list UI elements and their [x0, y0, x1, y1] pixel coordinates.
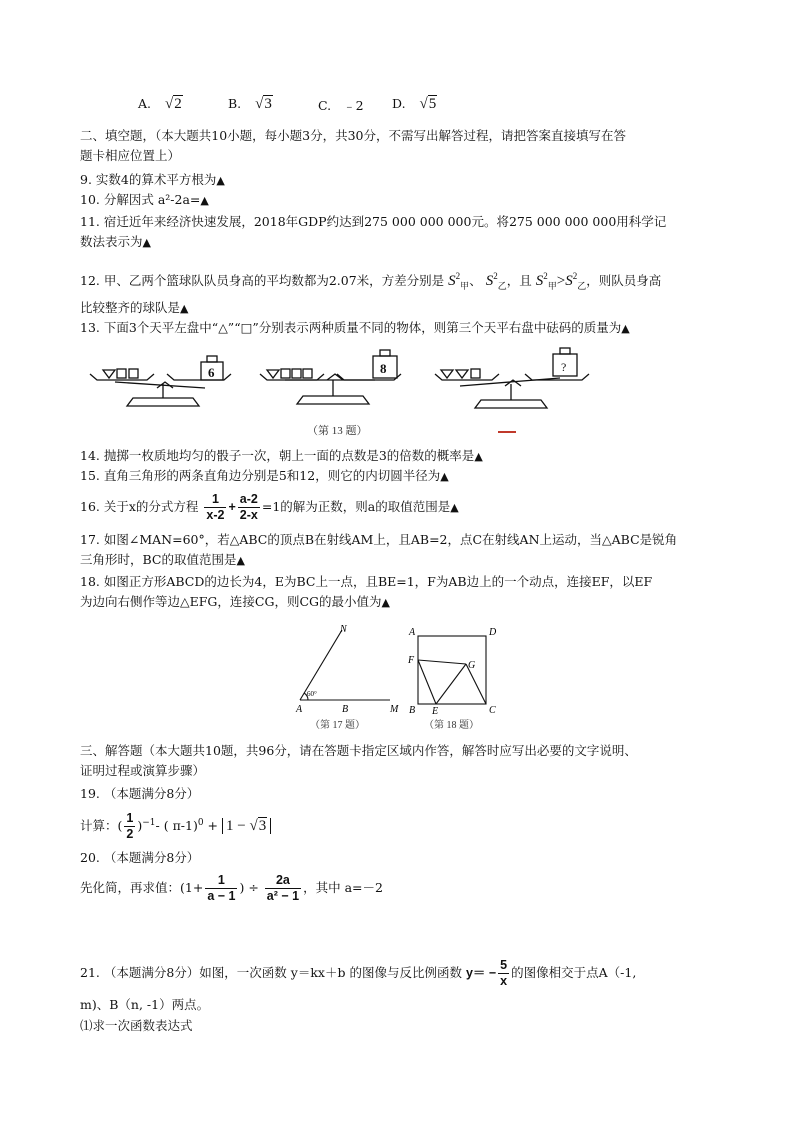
q12-text3: ，则队员身高: [586, 273, 662, 288]
fig17-caption: （第 17 题）: [310, 720, 365, 731]
balances-figure: [85, 340, 605, 440]
figure-18: [418, 636, 486, 704]
q21-fraction: [498, 958, 509, 989]
q20-expression: [80, 870, 383, 906]
section2-line1: 二、填空题，（本大题共10小题，每小题3分，共30分，不需写出解答过程，请把答案直接填写在答: [80, 128, 627, 143]
q17-line2-text: 三角形时，BC的取值范围是: [80, 552, 237, 567]
q12-line2-text: 比较整齐的球队是: [80, 300, 181, 315]
fraction-1-num: 1: [204, 492, 226, 508]
weight-label-2: 8: [380, 361, 387, 376]
q14: [80, 448, 483, 465]
q10: [80, 192, 209, 209]
answer-marker-icon: ▲: [200, 194, 209, 207]
fraction-2: [238, 492, 260, 523]
q18-line1: 18. 如图正方形ABCD的边长为4，E为BC上一点，且BE=1，F为AB边上的一个动点，连接EF，以EF: [80, 574, 653, 589]
fig17-label-m: M: [390, 704, 399, 715]
variance-comparison: [536, 273, 587, 289]
q20-prefix: 先化简，再求值：(1+: [80, 880, 204, 895]
q21-yeq: y＝ −: [465, 966, 497, 980]
fig17-label-b: B: [342, 704, 349, 715]
q19-exp: −1: [142, 818, 156, 828]
q19-plus: +: [203, 818, 222, 834]
variance-jia: [448, 273, 469, 289]
answer-marker-icon: ▲: [381, 596, 390, 609]
fig17-label-n: N: [340, 624, 347, 635]
q13-caption: （第 13 题）: [307, 425, 368, 437]
s-symbol: S: [565, 273, 573, 289]
q19-abs-inner: 1 −: [226, 818, 250, 835]
q10-text: 10. 分解因式 a²-2a=: [80, 192, 201, 207]
answer-marker-icon: ▲: [474, 450, 483, 463]
q20-fraction-2: [265, 873, 301, 904]
gt: >: [556, 273, 566, 289]
q12-line2: [80, 300, 188, 317]
q11-line2: [80, 234, 151, 251]
q19-den: 2: [126, 827, 134, 842]
q20-f2-den: a² − 1: [266, 889, 300, 903]
q19-root: 3: [258, 818, 267, 835]
answer-marker-icon: ▲: [216, 174, 225, 187]
q19-prefix: 计算：(: [80, 818, 123, 834]
choice-b: B. √3: [228, 96, 272, 112]
section3-line2: 证明过程或演算步骤）: [80, 763, 206, 778]
q20-f1-den: a − 1: [207, 889, 236, 903]
q9: [80, 172, 225, 189]
q17-line1: 17. 如图∠MAN=60°，若△ABC的顶点B在射线AM上，且AB=2，点C在射线AN上运动，当△ABC是锐角: [80, 532, 678, 547]
q20-div: ) ÷: [239, 880, 263, 895]
q15: [80, 468, 449, 485]
q18-line2-text: 为边向右侧作等边△EFG，连接CG，则CG的最小值为: [80, 594, 382, 609]
q20-suffix: ，其中 a=－2: [303, 880, 383, 895]
fig18-label-f: F: [408, 655, 415, 666]
sub: 甲: [460, 281, 470, 291]
q16: [80, 490, 459, 525]
fig18-label-c: C: [489, 705, 496, 716]
q20-f2-num: 2a: [265, 873, 301, 889]
q11-line1: 11. 宿迁近年来经济快速发展，2018年GDP约达到275 000 000 000元。将275 000 000 000用科学记: [80, 214, 667, 229]
q19-expression: 计算：( $\frac{1}{2}$ )$^{-1}$- ( π-1)$^0$ + 1 − √3: [80, 806, 271, 843]
geometry-figures: [290, 622, 510, 734]
choice-d-value: 5: [428, 96, 437, 112]
fraction-1-den: x-2: [206, 508, 225, 522]
answer-marker-icon: ▲: [621, 322, 630, 335]
q17-line2: [80, 552, 245, 569]
q16-text: 16. 关于x的分式方程: [80, 499, 199, 514]
q20-f1-num: 1: [205, 873, 237, 889]
sub: 乙: [497, 281, 507, 291]
answer-marker-icon: ▲: [440, 470, 449, 483]
q19-num: 1: [126, 811, 134, 826]
s-symbol: S: [448, 273, 456, 289]
fig17-angle: 60°: [307, 690, 317, 698]
fig18-label-b: B: [409, 705, 416, 716]
q21-line2: m)、B（n, -1）两点。: [80, 997, 210, 1012]
answer-marker-icon: ▲: [236, 554, 245, 567]
weight-label-3: ?: [561, 360, 567, 374]
choice-a-value: 2: [174, 96, 182, 112]
answer-marker-icon: ▲: [450, 501, 459, 514]
fig18-label-g: G: [468, 660, 476, 671]
plus: +: [228, 500, 236, 514]
choice-a-label: A.: [138, 96, 152, 111]
q21-num: 5: [500, 958, 508, 972]
fig18-label-e: E: [432, 706, 439, 717]
fig17-label-a: A: [296, 704, 303, 715]
balance-1: [90, 356, 231, 406]
q21-den: x: [500, 974, 508, 988]
sup: 2: [493, 271, 498, 281]
q12-text: 12. 甲、乙两个篮球队队员身高的平均数都为2.07米，方差分别是: [80, 273, 445, 288]
q11-line2-text: 数法表示为: [80, 234, 143, 249]
q19-mid: - ( π-1): [155, 818, 198, 834]
q19-title: 19. （本题满分8分）: [80, 786, 200, 801]
q21-line3: ⑴求一次函数表达式: [80, 1018, 193, 1033]
choice-c-label: C.: [318, 98, 332, 113]
variance-yi: [486, 273, 507, 289]
q9-text: 9. 实数4的算术平方根为: [80, 172, 217, 187]
sep: 、: [469, 273, 482, 288]
section3-line1: 三、解答题（本大题共10题，共96分，请在答题卡指定区域内作答，解答时应写出必要的文字说明、: [80, 743, 637, 758]
q20-fraction-1: [205, 873, 237, 904]
q13-text: 13. 下面3个天平左盘中“△”“□”分别表示两种质量不同的物体，则第三个天平右盘中砝码的质量为: [80, 320, 622, 335]
fig18-caption: （第 18 题）: [424, 720, 479, 731]
q16-text2: 的解为正数，则a的取值范围是: [280, 499, 451, 514]
choice-b-value: 3: [264, 96, 272, 112]
choice-d-label: D.: [392, 96, 406, 111]
q19-exp0: 0: [197, 818, 204, 828]
answer-marker-icon: ▲: [180, 302, 189, 315]
choice-c: [318, 96, 364, 114]
choice-b-label: B.: [228, 96, 242, 111]
q12-line1: [80, 268, 661, 294]
sub: 乙: [577, 281, 587, 291]
balance-2: [260, 350, 401, 404]
section2-line2: 题卡相应位置上）: [80, 148, 181, 163]
q21-text2: 的图像相交于点A（-1,: [511, 965, 637, 980]
weight-label-1: 6: [208, 365, 215, 380]
q14-text: 14. 抛掷一枚质地均匀的骰子一次，朝上一面的点数是3的倍数的概率是: [80, 448, 475, 463]
q20-title: 20. （本题满分8分）: [80, 850, 200, 865]
q15-text: 15. 直角三角形的两条直角边分别是5和12，则它的内切圆半径为: [80, 468, 441, 483]
s-symbol: S: [485, 273, 494, 289]
q21-line1: [80, 956, 636, 990]
balance-3: [435, 348, 589, 408]
sup: 2: [455, 271, 461, 281]
fraction-1: [204, 492, 226, 523]
fig18-label-a: A: [409, 627, 416, 638]
equals: =1: [261, 499, 281, 514]
q12-text2: ，且: [506, 273, 532, 288]
choice-d: D. √5: [392, 96, 437, 112]
fig18-label-d: D: [489, 627, 497, 638]
choice-a: A. √2: [138, 96, 182, 112]
q19-fraction: [124, 811, 135, 842]
q13: [80, 320, 630, 337]
sup: 2: [572, 271, 578, 281]
fraction-2-num: a-2: [239, 492, 258, 506]
q18-line2: [80, 594, 390, 611]
s-symbol: S: [535, 273, 544, 289]
sub: 甲: [547, 281, 557, 291]
q21-text: 21. （本题满分8分）如图，一次函数 y＝kx＋b 的图像与反比例函数: [80, 965, 462, 980]
fraction-2-den: 2-x: [239, 508, 258, 522]
choice-c-value: ﹣2: [343, 98, 364, 113]
sup: 2: [543, 271, 548, 281]
q19-abs: 1 − √3: [222, 818, 271, 834]
answer-marker-icon: ▲: [142, 236, 151, 249]
